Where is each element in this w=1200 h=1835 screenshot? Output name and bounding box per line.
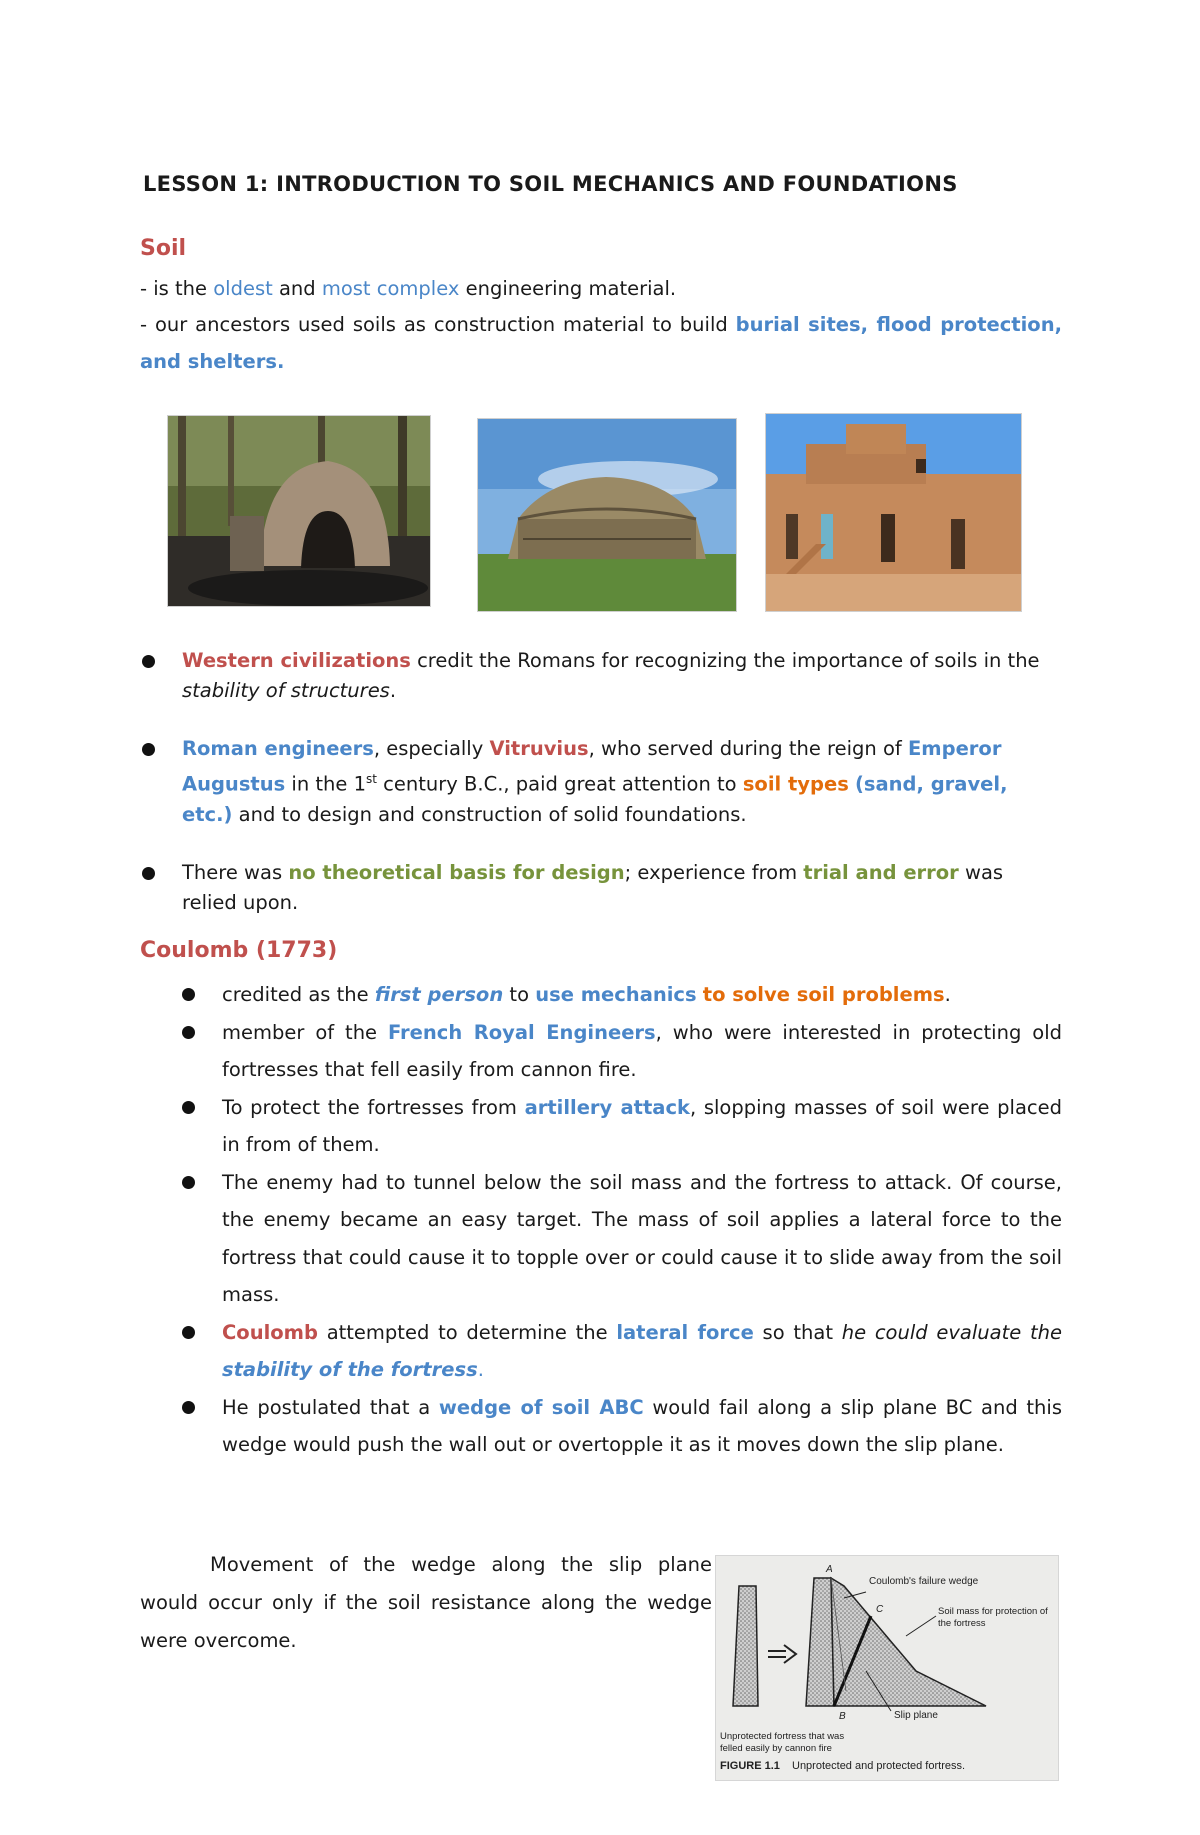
bullet-list-romans <box>140 646 1062 918</box>
text: The enemy had to tunnel below the soil mass and the fortress to attack. Of course, the enemy became an easy target. The mass of soil applies a lateral force to the fortress that could cause it to topple over or could cause it to slide away from the soil mass. <box>222 1170 1062 1306</box>
highlight-wedge-of-soil: wedge of soil ABC <box>438 1395 644 1419</box>
closing-line-2: would occur only if the soil resistance along the wedge <box>140 1591 712 1614</box>
text: so that <box>753 1320 842 1344</box>
photo-yurt <box>477 418 737 612</box>
text: would fail along a slip plane BC and this wedge would push the wall out or overtopple it as it moves down the slip plane. <box>222 1395 1062 1456</box>
text: - is the <box>140 277 214 300</box>
highlight-solve-soil-problems: to solve soil problems <box>702 983 945 1006</box>
text: There was <box>182 860 289 884</box>
label-b: B <box>839 1711 846 1722</box>
label-unprotected-1: Unprotected fortress that was <box>720 1731 845 1742</box>
section-heading-coulomb: Coulomb (1773) <box>140 938 338 963</box>
italic-evaluate: he could evaluate the <box>841 1320 1062 1344</box>
bullet-dot <box>142 867 155 880</box>
label-c: C <box>876 1604 884 1615</box>
unprotected-wall-shape <box>733 1586 758 1706</box>
label-a: A <box>826 1564 833 1575</box>
text: century B.C., paid great attention to <box>376 772 743 796</box>
highlight-sand-gravel: (sand, gravel, etc.) <box>182 772 1008 826</box>
list-item <box>140 1389 1062 1464</box>
page-title: LESSON 1: INTRODUCTION TO SOIL MECHANICS AND FOUNDATIONS <box>143 172 958 196</box>
highlight-emperor-augustus: Emperor Augustus <box>182 737 1002 796</box>
highlight-trial-and-error: trial and error <box>803 860 959 884</box>
list-item <box>140 1089 1062 1164</box>
text: was relied upon. <box>182 860 1004 914</box>
bullet-dot <box>142 743 155 756</box>
highlight-vitruvius: Vitruvius <box>489 737 589 760</box>
highlight-use-mechanics: use mechanics <box>535 983 697 1006</box>
text: credit the Romans for recognizing the importance of soils in the <box>410 649 1040 672</box>
highlight-western-civilizations: Western civilizations <box>182 649 411 672</box>
text: in the 1 <box>285 772 367 796</box>
highlight-most-complex: most complex <box>321 277 460 300</box>
label-soil-mass-1: Soil mass for protection of <box>938 1606 1048 1617</box>
text: He postulated that a <box>222 1395 439 1419</box>
text: . <box>944 983 951 1006</box>
text: , who were interested in protecting old fortresses that fell easily from cannon fire. <box>222 1020 1062 1081</box>
highlight-lateral-force: lateral force <box>616 1320 754 1344</box>
list-item <box>140 976 1062 1014</box>
text: engineering material. <box>459 277 677 300</box>
text: member of the <box>222 1020 388 1044</box>
bullet-dot <box>182 1176 195 1189</box>
list-item <box>140 858 1062 918</box>
closing-line-1: Movement of the wedge along the slip plane <box>210 1553 712 1576</box>
soil-line-1 <box>140 270 1062 307</box>
highlight-coulomb: Coulomb <box>222 1320 318 1344</box>
figure-fortress <box>715 1555 1059 1781</box>
closing-paragraph <box>140 1546 712 1660</box>
superscript: st <box>366 772 377 786</box>
text: , especially <box>373 737 490 760</box>
list-item <box>140 1164 1062 1314</box>
highlight-roman-engineers: Roman engineers <box>182 737 374 760</box>
photo-earthen-hut <box>167 415 431 607</box>
bullet-dot <box>182 988 195 1001</box>
section-heading-soil: Soil <box>140 236 187 261</box>
figure-caption-text: Unprotected and protected fortress. <box>792 1760 966 1772</box>
bullet-dot <box>182 1326 195 1339</box>
highlight-first-person: first person <box>374 983 504 1006</box>
text: - our ancestors used soils as construction material to build <box>140 313 736 336</box>
label-unprotected-2: felled easily by cannon fire <box>720 1743 832 1754</box>
bullet-dot <box>182 1401 195 1414</box>
list-item <box>140 1314 1062 1389</box>
bullet-list-coulomb <box>140 976 1062 1464</box>
label-slip-plane: Slip plane <box>894 1710 938 1721</box>
label-soil-mass-2: the fortress <box>938 1618 986 1629</box>
soil-line-2 <box>140 306 1062 380</box>
list-item <box>140 646 1062 706</box>
highlight-burial-sites: burial sites, flood protection, and shelters. <box>140 313 1062 373</box>
list-item <box>140 734 1062 830</box>
text: and to design and construction of solid foundations. <box>232 802 747 826</box>
highlight-stability-fortress: stability of the fortress <box>222 1358 478 1381</box>
text: attempted to determine the <box>317 1320 617 1344</box>
italic-stability: stability of structures <box>182 679 390 702</box>
text: . <box>477 1358 484 1381</box>
text: , slopping masses of soil were placed in from of them. <box>222 1095 1063 1156</box>
soil-mass-shape <box>831 1578 986 1706</box>
arrow-icon <box>768 1645 796 1663</box>
label-failure-wedge: Coulomb's failure wedge <box>869 1576 979 1587</box>
closing-line-3: were overcome. <box>140 1629 297 1652</box>
list-item <box>140 1014 1062 1089</box>
protected-wall-shape <box>806 1578 834 1706</box>
highlight-no-theoretical-basis: no theoretical basis for design <box>288 860 625 884</box>
bullet-dot <box>182 1026 195 1039</box>
text: , who served during the reign of <box>588 737 908 760</box>
photo-adobe-pueblo <box>765 413 1022 612</box>
highlight-french-royal-engineers: French Royal Engineers <box>387 1020 656 1044</box>
text: . <box>389 679 397 702</box>
bullet-dot <box>182 1101 195 1114</box>
highlight-oldest: oldest <box>213 277 273 300</box>
highlight-artillery-attack: artillery attack <box>524 1095 690 1119</box>
figure-caption-number: FIGURE 1.1 <box>720 1760 780 1772</box>
text: and <box>272 277 322 300</box>
highlight-soil-types: soil types <box>742 772 849 796</box>
text: credited as the <box>222 983 375 1006</box>
text: To protect the fortresses from <box>222 1095 525 1119</box>
text: to <box>503 983 536 1006</box>
bullet-dot <box>142 655 155 668</box>
text: ; experience from <box>624 860 804 884</box>
